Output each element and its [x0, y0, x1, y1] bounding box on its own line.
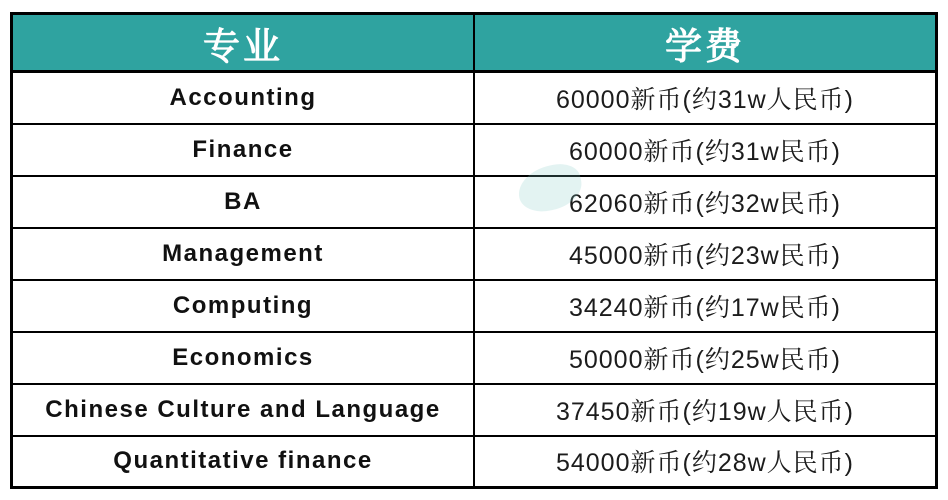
table-row: [12, 384, 937, 436]
tuition-table: [10, 12, 938, 489]
major-cell: Quantitative finance: [12, 436, 475, 488]
major-cell: Economics: [12, 332, 475, 384]
tuition-cell: 60000新币(约31w人民币): [474, 72, 937, 124]
header-tuition: 学费: [474, 14, 937, 72]
major-cell: Management: [12, 228, 475, 280]
tuition-cell: 54000新币(约28w人民币): [474, 436, 937, 488]
table-body: [12, 72, 937, 488]
table-row: [12, 124, 937, 176]
major-cell: Accounting: [12, 72, 475, 124]
tuition-cell: 62060新币(约32w民币): [474, 176, 937, 228]
header-row: [12, 14, 937, 72]
table-row: [12, 280, 937, 332]
tuition-cell: 45000新币(约23w民币): [474, 228, 937, 280]
table-row: [12, 72, 937, 124]
major-cell: Finance: [12, 124, 475, 176]
header-major: 专业: [12, 14, 475, 72]
table-row: [12, 332, 937, 384]
major-cell: Computing: [12, 280, 475, 332]
table-row: [12, 436, 937, 488]
tuition-cell: 37450新币(约19w人民币): [474, 384, 937, 436]
major-cell: BA: [12, 176, 475, 228]
table-row: [12, 228, 937, 280]
tuition-cell: 34240新币(约17w民币): [474, 280, 937, 332]
tuition-cell: 50000新币(约25w民币): [474, 332, 937, 384]
tuition-cell: 60000新币(约31w民币): [474, 124, 937, 176]
major-cell: Chinese Culture and Language: [12, 384, 475, 436]
table-row: [12, 176, 937, 228]
